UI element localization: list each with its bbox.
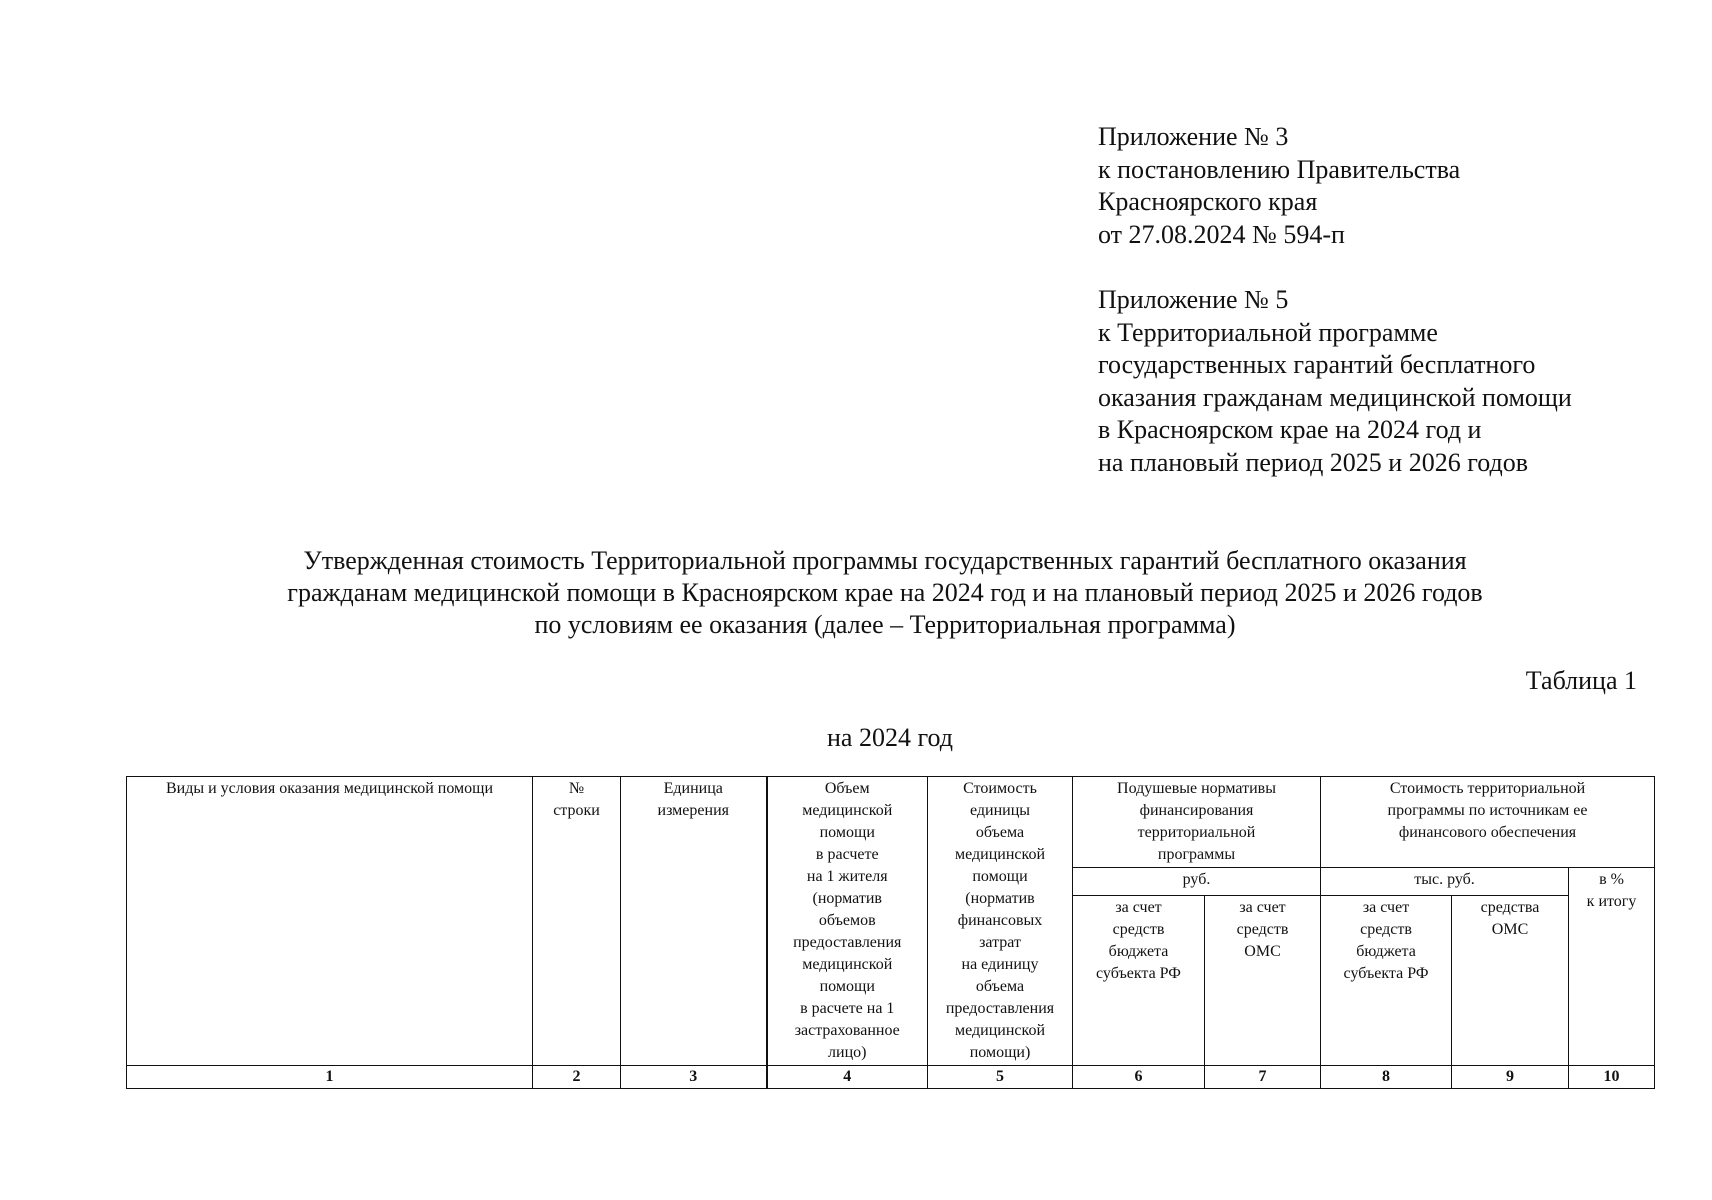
header-unit-thousand-rub: тыс. руб. [1321,868,1569,896]
header-text: (норматив [812,890,882,907]
column-number: 5 [928,1066,1073,1089]
header-text: ОМС [1244,943,1281,960]
header-text: медицинской [802,956,893,973]
header-text: средств [1360,921,1412,938]
year-caption: на 2024 год [827,723,953,752]
header-text: медицинской [954,1022,1046,1039]
header-per-capita-group [1073,777,1321,868]
header-text: бюджета [1356,943,1416,960]
header-text: ОМС [1491,921,1529,938]
header-budget-per-capita [1073,896,1205,1066]
header-text: субъекта РФ [1096,965,1181,982]
header-text: Стоимость территориальной [1389,780,1586,797]
column-number: 4 [767,1066,928,1089]
header-text: финансовых [957,912,1043,929]
header-budget-cost [1321,896,1452,1066]
column-number: 6 [1073,1066,1205,1089]
column-number: 7 [1205,1066,1321,1089]
table-number: Таблица 1 [1525,666,1637,695]
header-service-types: Виды и условия оказания медицинской помощи [127,777,533,1066]
header-text: объема [975,978,1025,995]
header-text: медицинской [802,802,893,819]
header-text: предоставления [945,1000,1055,1017]
header-program-cost-group [1321,777,1655,868]
header-text: средства [1480,899,1540,916]
appendix-3-header [1098,121,1698,251]
header-oms-per-capita [1205,896,1321,1066]
header-volume-norm [767,777,928,1066]
header-text: бюджета [1108,943,1169,960]
header-text: к итогу [1586,893,1637,910]
header-unit-cost [928,777,1073,1066]
header-text: в расчете на 1 [800,1000,895,1017]
header-text: программы по источникам ее [1387,802,1588,819]
header-text: застрахованное [794,1022,900,1039]
appendix-3-date: от 27.08.2024 № 594-п [1098,219,1345,249]
header-text: (норматив [965,890,1035,907]
header-oms-cost [1452,896,1569,1066]
header-text: Стоимость [963,780,1037,797]
header-text: в расчете [815,846,879,863]
header-text: в % [1599,871,1624,888]
header-text: средств [1236,921,1289,938]
document-title-line: Утвержденная стоимость Территориальной программы государственных гарантий бесплатного оказания [303,546,1467,575]
column-number: 2 [533,1066,621,1089]
header-text: финансового обеспечения [1398,824,1577,841]
header-text: территориальной [1137,824,1256,841]
header-text: помощи) [969,1044,1031,1061]
header-text: программы [1157,846,1236,863]
header-text: средств [1112,921,1165,938]
header-percent-total [1569,868,1655,1066]
cost-table [126,776,1655,1089]
header-text: за счет [1115,899,1162,916]
header-text: финансирования [1139,802,1254,819]
column-number: 3 [621,1066,767,1089]
header-text: объема [975,824,1025,841]
column-number: 9 [1452,1066,1569,1089]
header-text: помощи [819,824,875,841]
column-number: 8 [1321,1066,1452,1089]
header-text: на единицу [961,956,1039,973]
header-text: Подушевые нормативы [1117,780,1276,797]
header-text: единицы [969,802,1031,819]
header-text: предоставления [793,934,902,951]
header-text: Единица [663,780,723,797]
column-numbers-row [127,1066,1655,1089]
header-text: субъекта РФ [1343,965,1429,982]
header-text: за счет [1239,899,1286,916]
header-text: за счет [1362,899,1410,916]
header-unit [621,777,767,1066]
header-unit-rub: руб. [1073,868,1321,896]
appendix-5-title: Приложение № 5 [1098,285,1289,314]
document-title [150,545,1620,641]
header-text: на 1 жителя [806,868,888,885]
header-row-number [533,777,621,1066]
appendix-5-line: к Территориальной программе [1098,317,1438,347]
appendix-5-line: государственных гарантий бесплатного [1098,350,1536,379]
header-text: лицо) [828,1044,867,1061]
appendix-5-line: оказания гражданам медицинской помощи [1098,382,1572,412]
header-text: помощи [819,978,875,995]
column-number: 1 [127,1066,533,1089]
header-text: затрат [979,934,1021,951]
header-text: строки [553,802,600,819]
document-title-line: по условиям ее оказания (далее – Территориальная программа) [534,610,1236,639]
header-text: объемов [818,912,876,929]
appendix-3-line: к постановлению Правительства [1098,154,1461,184]
appendix-5-line: в Красноярском крае на 2024 год и [1098,415,1482,444]
appendix-3-line: Красноярского края [1098,187,1318,216]
appendix-5-header [1098,284,1698,479]
appendix-5-line: на плановый период 2025 и 2026 годов [1098,447,1528,477]
header-text: помощи [972,868,1028,885]
header-text: измерения [657,802,729,819]
document-title-line: гражданам медицинской помощи в Красноярском крае на 2024 год и на плановый период 2025 и 2026 годов [287,578,1483,607]
header-text: № [568,780,585,797]
header-text: Объем [824,780,870,797]
header-text: медицинской [954,846,1046,863]
column-number: 10 [1569,1066,1655,1089]
appendix-3-title: Приложение № 3 [1098,122,1289,151]
